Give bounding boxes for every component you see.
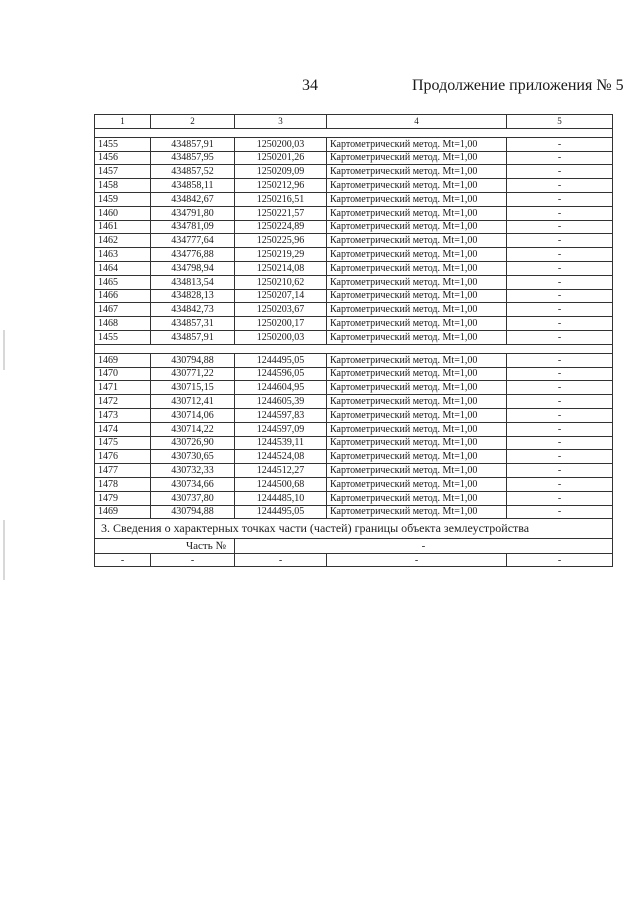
- method-cell: Картометрический метод. Mt=1,00: [327, 206, 507, 220]
- table-row: [95, 137, 613, 151]
- table-row: [95, 491, 613, 505]
- table-row: [95, 206, 613, 220]
- point-number-cell: 1464: [95, 261, 151, 275]
- description-cell: -: [507, 353, 613, 367]
- x-coordinate-cell: 434842,73: [151, 303, 235, 317]
- table-row: [95, 436, 613, 450]
- x-coordinate-cell: 434776,88: [151, 248, 235, 262]
- table-row: [95, 422, 613, 436]
- y-coordinate-cell: 1250221,57: [235, 206, 327, 220]
- scan-edge-mark: [3, 330, 5, 370]
- table-row: [95, 330, 613, 344]
- section-3-heading: 3. Сведения о характерных точках части (частей) границы объекта землеустройства: [95, 519, 613, 539]
- y-coordinate-cell: 1250200,03: [235, 330, 327, 344]
- method-cell: Картометрический метод. Mt=1,00: [327, 450, 507, 464]
- description-cell: -: [507, 220, 613, 234]
- y-coordinate-cell: 1244597,09: [235, 422, 327, 436]
- part-number-value: -: [235, 539, 613, 554]
- part-number-label: Часть №: [95, 539, 235, 554]
- point-number-cell: 1472: [95, 395, 151, 409]
- description-cell: -: [507, 367, 613, 381]
- method-cell: Картометрический метод. Mt=1,00: [327, 261, 507, 275]
- point-number-cell: 1474: [95, 422, 151, 436]
- table-cell: -: [327, 554, 507, 567]
- table-row: [95, 317, 613, 331]
- method-cell: Картометрический метод. Mt=1,00: [327, 137, 507, 151]
- x-coordinate-cell: 434781,09: [151, 220, 235, 234]
- table-row: [95, 353, 613, 367]
- description-cell: -: [507, 289, 613, 303]
- x-coordinate-cell: 430714,22: [151, 422, 235, 436]
- description-cell: -: [507, 505, 613, 519]
- table-cell: -: [151, 554, 235, 567]
- y-coordinate-cell: 1250207,14: [235, 289, 327, 303]
- table-row: [95, 275, 613, 289]
- point-number-cell: 1477: [95, 464, 151, 478]
- method-cell: Картометрический метод. Mt=1,00: [327, 220, 507, 234]
- point-number-cell: 1455: [95, 137, 151, 151]
- y-coordinate-cell: 1244597,83: [235, 408, 327, 422]
- method-cell: Картометрический метод. Mt=1,00: [327, 422, 507, 436]
- y-coordinate-cell: 1244524,08: [235, 450, 327, 464]
- section-3-heading-row: [95, 519, 613, 539]
- point-number-cell: 1478: [95, 477, 151, 491]
- y-coordinate-cell: 1244512,27: [235, 464, 327, 478]
- table-row: [95, 381, 613, 395]
- method-cell: Картометрический метод. Mt=1,00: [327, 353, 507, 367]
- point-number-cell: 1476: [95, 450, 151, 464]
- x-coordinate-cell: 434857,91: [151, 330, 235, 344]
- y-coordinate-cell: 1250224,89: [235, 220, 327, 234]
- y-coordinate-cell: 1250200,03: [235, 137, 327, 151]
- description-cell: -: [507, 491, 613, 505]
- x-coordinate-cell: 434798,94: [151, 261, 235, 275]
- method-cell: Картометрический метод. Mt=1,00: [327, 303, 507, 317]
- point-number-cell: 1468: [95, 317, 151, 331]
- x-coordinate-cell: 434842,67: [151, 192, 235, 206]
- description-cell: -: [507, 165, 613, 179]
- y-coordinate-cell: 1250216,51: [235, 192, 327, 206]
- description-cell: -: [507, 422, 613, 436]
- point-number-cell: 1457: [95, 165, 151, 179]
- point-number-cell: 1463: [95, 248, 151, 262]
- table-row: [95, 505, 613, 519]
- y-coordinate-cell: 1244485,10: [235, 491, 327, 505]
- description-cell: -: [507, 464, 613, 478]
- y-coordinate-cell: 1244605,39: [235, 395, 327, 409]
- description-cell: -: [507, 408, 613, 422]
- x-coordinate-cell: 434857,95: [151, 151, 235, 165]
- description-cell: -: [507, 179, 613, 193]
- y-coordinate-cell: 1244495,05: [235, 353, 327, 367]
- method-cell: Картометрический метод. Mt=1,00: [327, 192, 507, 206]
- table-row: [95, 261, 613, 275]
- point-number-cell: 1467: [95, 303, 151, 317]
- point-number-cell: 1469: [95, 505, 151, 519]
- table-row: [95, 477, 613, 491]
- y-coordinate-cell: 1250210,62: [235, 275, 327, 289]
- y-coordinate-cell: 1244596,05: [235, 367, 327, 381]
- point-number-cell: 1462: [95, 234, 151, 248]
- x-coordinate-cell: 434813,54: [151, 275, 235, 289]
- description-cell: -: [507, 137, 613, 151]
- method-cell: Картометрический метод. Mt=1,00: [327, 464, 507, 478]
- method-cell: Картометрический метод. Mt=1,00: [327, 330, 507, 344]
- appendix-continuation-title: Продолжение приложения № 5: [412, 77, 624, 94]
- part-number-row: [95, 539, 613, 554]
- y-coordinate-cell: 1250200,17: [235, 317, 327, 331]
- x-coordinate-cell: 434791,80: [151, 206, 235, 220]
- table-row: [95, 151, 613, 165]
- description-cell: -: [507, 248, 613, 262]
- description-cell: -: [507, 477, 613, 491]
- y-coordinate-cell: 1244604,95: [235, 381, 327, 395]
- method-cell: Картометрический метод. Mt=1,00: [327, 179, 507, 193]
- x-coordinate-cell: 430715,15: [151, 381, 235, 395]
- method-cell: Картометрический метод. Mt=1,00: [327, 151, 507, 165]
- table-cell: -: [95, 554, 151, 567]
- method-cell: Картометрический метод. Mt=1,00: [327, 289, 507, 303]
- table-row: [95, 220, 613, 234]
- point-number-cell: 1471: [95, 381, 151, 395]
- point-number-cell: 1466: [95, 289, 151, 303]
- method-cell: Картометрический метод. Mt=1,00: [327, 367, 507, 381]
- point-number-cell: 1455: [95, 330, 151, 344]
- column-header: 3: [235, 115, 327, 129]
- description-cell: -: [507, 330, 613, 344]
- method-cell: Картометрический метод. Mt=1,00: [327, 248, 507, 262]
- table-cell: -: [235, 554, 327, 567]
- description-cell: -: [507, 395, 613, 409]
- contour-separator-row: [95, 128, 613, 137]
- x-coordinate-cell: 430714,06: [151, 408, 235, 422]
- column-header: 2: [151, 115, 235, 129]
- x-coordinate-cell: 430712,41: [151, 395, 235, 409]
- method-cell: Картометрический метод. Mt=1,00: [327, 165, 507, 179]
- table-row: [95, 395, 613, 409]
- table-row: [95, 179, 613, 193]
- x-coordinate-cell: 430794,88: [151, 353, 235, 367]
- table-cell: -: [507, 554, 613, 567]
- point-number-cell: 1458: [95, 179, 151, 193]
- scan-edge-mark: [3, 520, 5, 580]
- empty-data-row: [95, 554, 613, 567]
- x-coordinate-cell: 430730,65: [151, 450, 235, 464]
- description-cell: -: [507, 151, 613, 165]
- description-cell: -: [507, 234, 613, 248]
- description-cell: -: [507, 261, 613, 275]
- point-number-cell: 1475: [95, 436, 151, 450]
- x-coordinate-cell: 434777,64: [151, 234, 235, 248]
- point-number-cell: 1456: [95, 151, 151, 165]
- column-header: 4: [327, 115, 507, 129]
- y-coordinate-cell: 1244495,05: [235, 505, 327, 519]
- description-cell: -: [507, 450, 613, 464]
- y-coordinate-cell: 1250225,96: [235, 234, 327, 248]
- column-header: 5: [507, 115, 613, 129]
- point-number-cell: 1470: [95, 367, 151, 381]
- description-cell: -: [507, 381, 613, 395]
- description-cell: -: [507, 436, 613, 450]
- method-cell: Картометрический метод. Mt=1,00: [327, 477, 507, 491]
- table-row: [95, 464, 613, 478]
- x-coordinate-cell: 430794,88: [151, 505, 235, 519]
- x-coordinate-cell: 430726,90: [151, 436, 235, 450]
- point-number-cell: 1460: [95, 206, 151, 220]
- method-cell: Картометрический метод. Mt=1,00: [327, 491, 507, 505]
- column-header: 1: [95, 115, 151, 129]
- description-cell: -: [507, 303, 613, 317]
- method-cell: Картометрический метод. Mt=1,00: [327, 505, 507, 519]
- y-coordinate-cell: 1250214,08: [235, 261, 327, 275]
- method-cell: Картометрический метод. Mt=1,00: [327, 381, 507, 395]
- page-number: 34: [302, 77, 318, 94]
- y-coordinate-cell: 1250209,09: [235, 165, 327, 179]
- x-coordinate-cell: 430737,80: [151, 491, 235, 505]
- method-cell: Картометрический метод. Mt=1,00: [327, 395, 507, 409]
- table-row: [95, 234, 613, 248]
- table-row: [95, 303, 613, 317]
- y-coordinate-cell: 1250203,67: [235, 303, 327, 317]
- y-coordinate-cell: 1244539,11: [235, 436, 327, 450]
- point-number-cell: 1469: [95, 353, 151, 367]
- method-cell: Картометрический метод. Mt=1,00: [327, 275, 507, 289]
- table-row: [95, 408, 613, 422]
- method-cell: Картометрический метод. Mt=1,00: [327, 317, 507, 331]
- x-coordinate-cell: 434857,91: [151, 137, 235, 151]
- method-cell: Картометрический метод. Mt=1,00: [327, 436, 507, 450]
- coordinates-table: [94, 114, 613, 567]
- y-coordinate-cell: 1250219,29: [235, 248, 327, 262]
- x-coordinate-cell: 434857,31: [151, 317, 235, 331]
- description-cell: -: [507, 206, 613, 220]
- x-coordinate-cell: 434828,13: [151, 289, 235, 303]
- table-row: [95, 450, 613, 464]
- table-row: [95, 192, 613, 206]
- description-cell: -: [507, 317, 613, 331]
- y-coordinate-cell: 1250212,96: [235, 179, 327, 193]
- x-coordinate-cell: 430734,66: [151, 477, 235, 491]
- y-coordinate-cell: 1250201,26: [235, 151, 327, 165]
- table-row: [95, 367, 613, 381]
- point-number-cell: 1479: [95, 491, 151, 505]
- method-cell: Картометрический метод. Mt=1,00: [327, 408, 507, 422]
- method-cell: Картометрический метод. Mt=1,00: [327, 234, 507, 248]
- point-number-cell: 1465: [95, 275, 151, 289]
- x-coordinate-cell: 430771,22: [151, 367, 235, 381]
- description-cell: -: [507, 275, 613, 289]
- table-row: [95, 248, 613, 262]
- x-coordinate-cell: 434857,52: [151, 165, 235, 179]
- table-row: [95, 165, 613, 179]
- x-coordinate-cell: 434858,11: [151, 179, 235, 193]
- y-coordinate-cell: 1244500,68: [235, 477, 327, 491]
- point-number-cell: 1461: [95, 220, 151, 234]
- contour-separator-row: [95, 344, 613, 353]
- point-number-cell: 1473: [95, 408, 151, 422]
- x-coordinate-cell: 430732,33: [151, 464, 235, 478]
- column-header-row: [95, 115, 613, 129]
- table-row: [95, 289, 613, 303]
- point-number-cell: 1459: [95, 192, 151, 206]
- description-cell: -: [507, 192, 613, 206]
